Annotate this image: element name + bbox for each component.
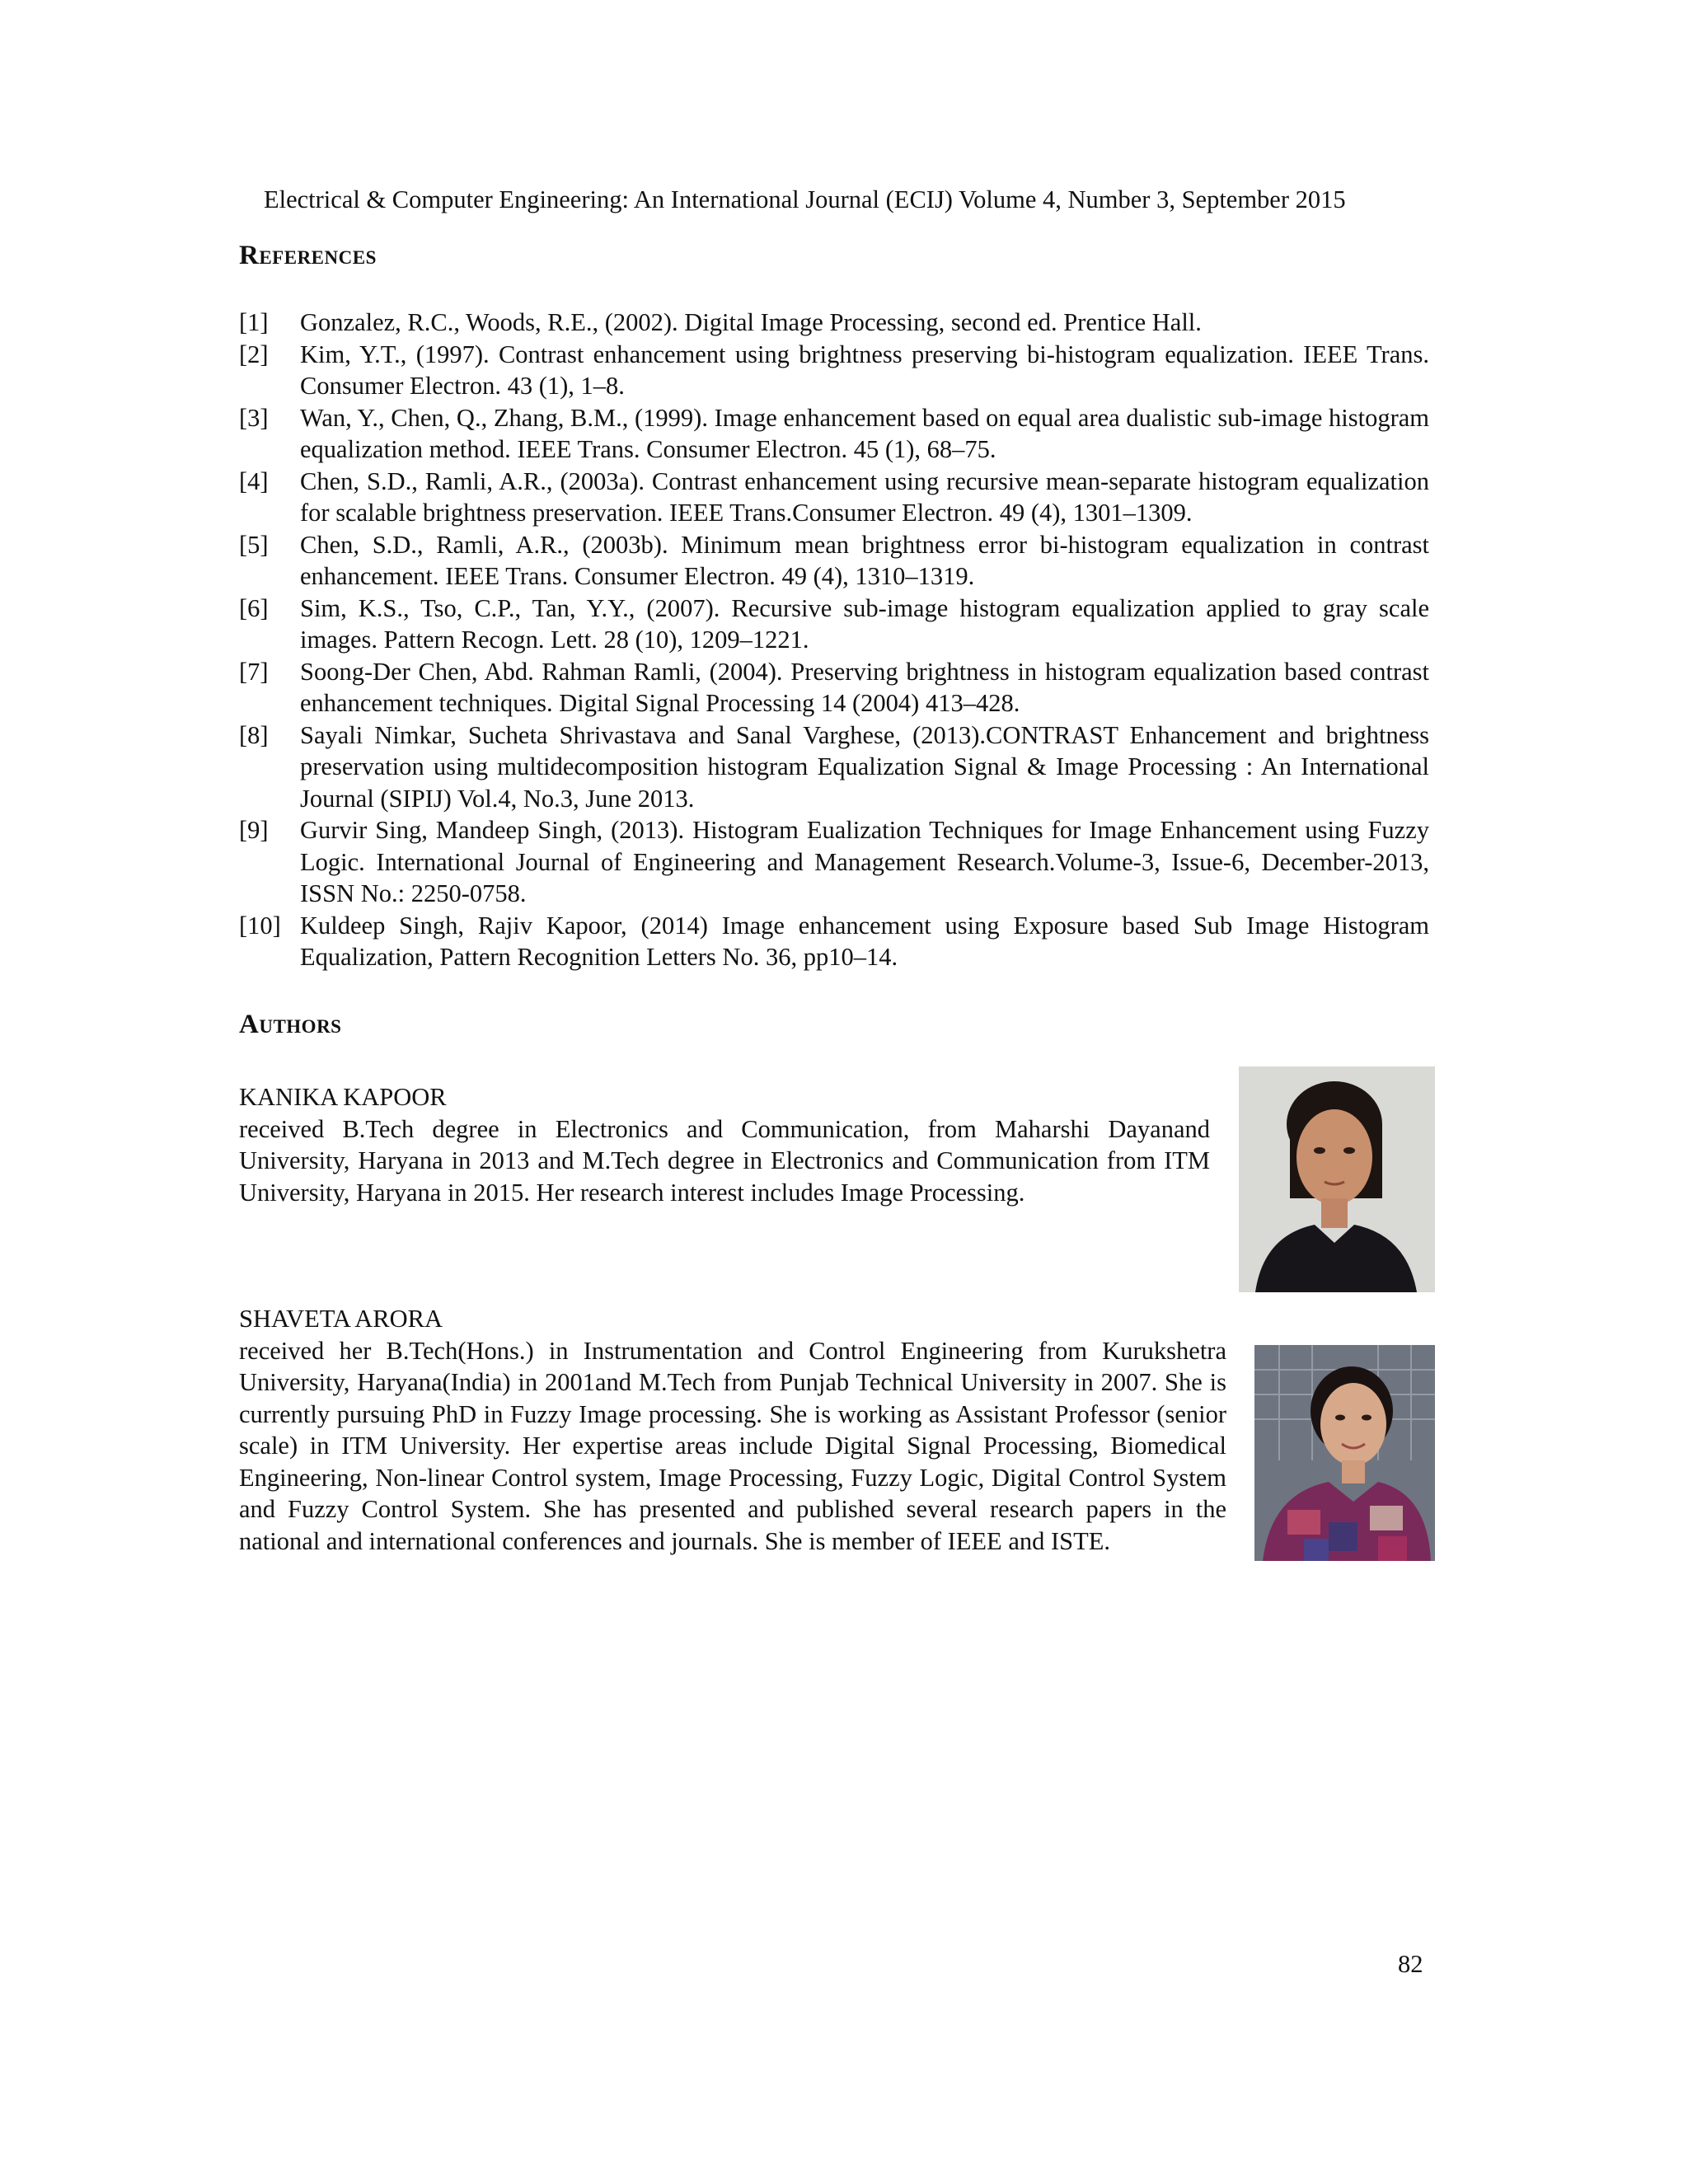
reference-text: Wan, Y., Chen, Q., Zhang, B.M., (1999). Image enhancement based on equal area dualistic sub-image histogram equalization method. IEEE Trans. Consumer Electron. 45 (1), 68–75. (300, 403, 1429, 463)
author-name: SHAVETA ARORA (239, 1305, 443, 1333)
authors-heading: Authors (239, 1010, 342, 1039)
reference-text: Soong-Der Chen, Abd. Rahman Ramli, (2004). Preserving brightness in histogram equalization based contrast enhancement techniques. Digital Signal Processing 14 (2004) 413–428. (300, 657, 1429, 717)
reference-item (239, 307, 1429, 339)
portrait-image (1254, 1345, 1435, 1561)
author-entry (239, 1303, 1226, 1557)
page-number: 82 (1398, 1950, 1423, 1978)
reference-number: [5] (239, 530, 269, 559)
reference-text: Kuldeep Singh, Rajiv Kapoor, (2014) Image enhancement using Exposure based Sub Image Histogram Equalization, Pattern Recognition Letters No. 36, pp10–14. (300, 911, 1429, 971)
reference-list (239, 307, 1429, 973)
reference-item (239, 910, 1429, 973)
author-photo (1254, 1345, 1435, 1561)
reference-number: [1] (239, 308, 269, 336)
author-entry (239, 1081, 1210, 1208)
reference-text: Gurvir Sing, Mandeep Singh, (2013). Histogram Eualization Techniques for Image Enhancement using Fuzzy Logic. International Journal of Engineering and Management Research.Volume-3, Issue-6, December-2013, ISSN No.: 2250-0758. (300, 816, 1429, 907)
reference-number: [6] (239, 593, 269, 622)
reference-item (239, 466, 1429, 529)
reference-item (239, 529, 1429, 593)
author-bio: received her B.Tech(Hons.) in Instrumentation and Control Engineering from Kurukshetra University, Haryana(India) in 2001and M.Tech from Punjab Technical University in 2007. She is currently pursuing PhD in Fuzzy Image processing. She is working as Assistant Professor (senior scale) in ITM University. Her expertise areas include Digital Signal Processing, Biomedical Engineering, Non-linear Control system, Image Processing, Fuzzy Logic, Digital Control System and Fuzzy Control System. She has presented and published several research papers in the national and international conferences and journals. She is member of IEEE and ISTE. (239, 1336, 1226, 1555)
reference-number: [3] (239, 403, 269, 432)
reference-number: [9] (239, 816, 269, 844)
author-photo (1239, 1066, 1435, 1292)
reference-item (239, 402, 1429, 466)
reference-number: [4] (239, 466, 269, 495)
reference-text: Kim, Y.T., (1997). Contrast enhancement using brightness preserving bi-histogram equalization. IEEE Trans. Consumer Electron. 43 (1), 1–8. (300, 340, 1429, 400)
reference-text: Sim, K.S., Tso, C.P., Tan, Y.Y., (2007). Recursive sub-image histogram equalization applied to gray scale images. Pattern Recogn. Lett. 28 (10), 1209–1221. (300, 593, 1429, 654)
references-heading: References (239, 241, 377, 270)
reference-number: [2] (239, 340, 269, 368)
reference-text: Sayali Nimkar, Sucheta Shrivastava and Sanal Varghese, (2013).CONTRAST Enhancement and brightness preservation using multidecomposition histogram Equalization Signal & Image Processing : An International Journal (SIPIJ) Vol.4, No.3, June 2013. (300, 720, 1429, 813)
reference-item (239, 719, 1429, 815)
reference-item (239, 339, 1429, 402)
reference-text: Chen, S.D., Ramli, A.R., (2003a). Contrast enhancement using recursive mean-separate histogram equalization for scalable brightness preservation. IEEE Trans.Consumer Electron. 49 (4), 1301–1309. (300, 466, 1429, 527)
reference-number: [10] (239, 911, 281, 940)
author-name: KANIKA KAPOOR (239, 1083, 447, 1111)
portrait-image (1239, 1066, 1435, 1292)
reference-text: Gonzalez, R.C., Woods, R.E., (2002). Digital Image Processing, second ed. Prentice Hall. (300, 308, 1202, 336)
reference-text: Chen, S.D., Ramli, A.R., (2003b). Minimum mean brightness error bi-histogram equalization in contrast enhancement. IEEE Trans. Consumer Electron. 49 (4), 1310–1319. (300, 530, 1429, 590)
running-header: Electrical & Computer Engineering: An International Journal (ECIJ) Volume 4, Number 3, September 2015 (264, 185, 1346, 213)
reference-number: [7] (239, 657, 269, 686)
reference-item (239, 814, 1429, 910)
author-bio: received B.Tech degree in Electronics and Communication, from Maharshi Dayanand University, Haryana in 2013 and M.Tech degree in Electronics and Communication from ITM University, Haryana in 2015. Her research interest includes Image Processing. (239, 1114, 1210, 1207)
reference-number: [8] (239, 720, 269, 749)
reference-item (239, 593, 1429, 656)
reference-item (239, 656, 1429, 719)
